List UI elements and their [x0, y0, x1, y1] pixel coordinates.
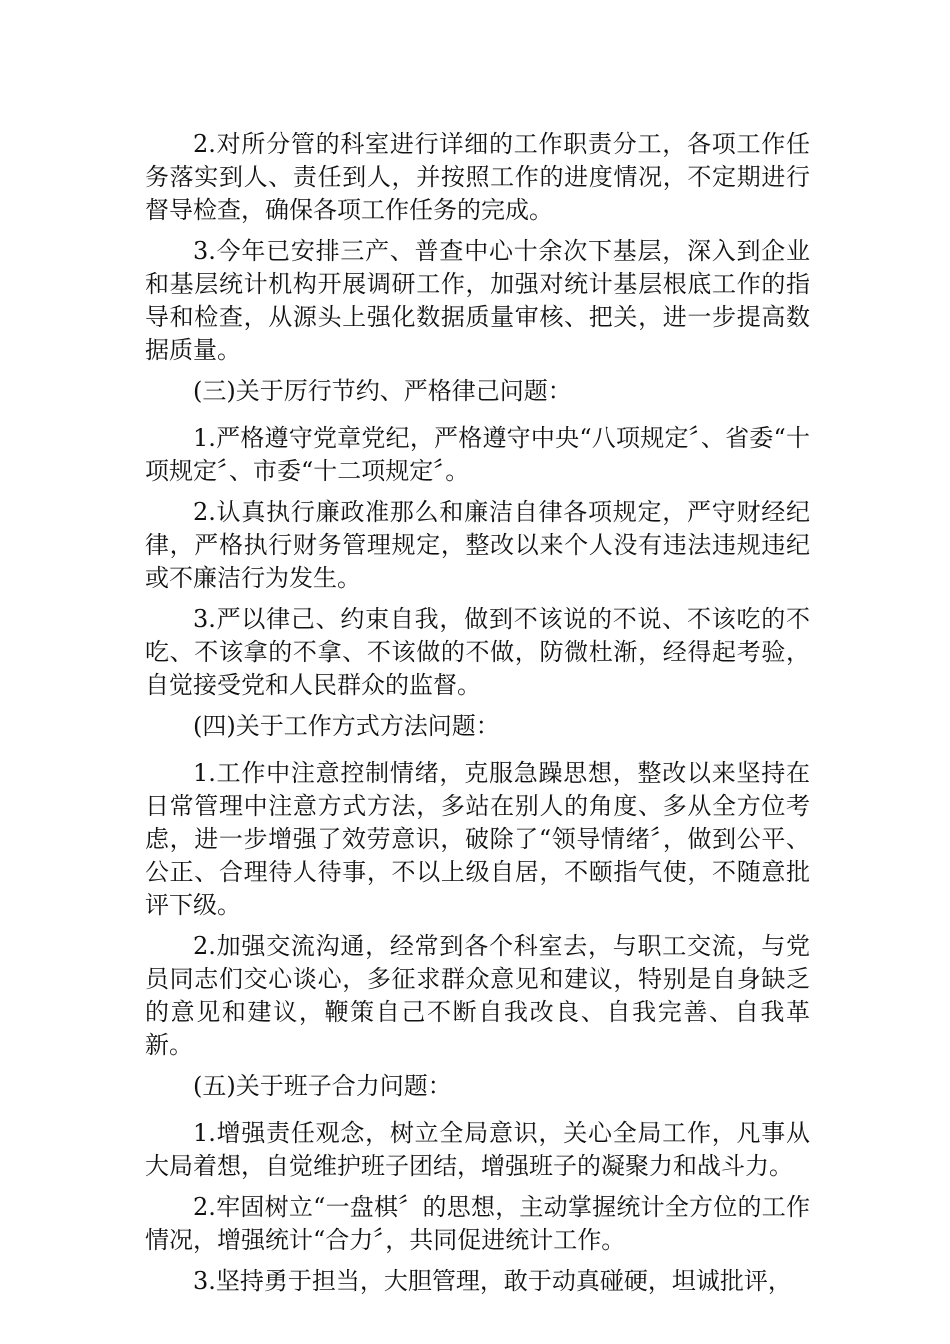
paragraph-item: 2.牢固树立“一盘棋〞的思想，主动掌握统计全方位的工作情况，增强统计“合力〞，共同促进统计工作。 — [145, 1193, 810, 1254]
paragraph-item: 2.认真执行廉政准那么和廉洁自律各项规定，严守财经纪律，严格执行财务管理规定，整改以来个人没有违法违规违纪或不廉洁行为发生。 — [145, 498, 810, 592]
paragraph-item: 1.工作中注意控制情绪，克服急躁思想，整改以来坚持在日常管理中注意方式方法，多站在别人的角度、多从全方位考虑，进一步增强了效劳意识，破除了“领导情绪〞，做到公平、公正、合理待人待事，不以上级自居，不颐指气使，不随意批评下级。 — [145, 759, 810, 919]
section-heading: (三)关于厉行节约、严格律己问题： — [193, 377, 572, 405]
paragraph-item: 1.严格遵守党章党纪，严格遵守中央“八项规定〞、省委“十项规定〞、市委“十二项规定〞。 — [145, 424, 810, 485]
section-heading: (四)关于工作方式方法问题： — [193, 712, 500, 740]
paragraph-item: 1.增强责任观念，树立全局意识，关心全局工作，凡事从大局着想，自觉维护班子团结，增强班子的凝聚力和战斗力。 — [145, 1119, 810, 1180]
document-body — [145, 128, 810, 1298]
paragraph-item: 2.对所分管的科室进行详细的工作职责分工，各项工作任务落实到人、责任到人，并按照工作的进度情况，不定期进行督导检查，确保各项工作任务的完成。 — [145, 130, 810, 224]
section-heading: (五)关于班子合力问题： — [193, 1072, 452, 1100]
paragraph-item: 3.严以律己、约束自我，做到不该说的不说、不该吃的不吃、不该拿的不拿、不该做的不做，防微杜渐，经得起考验，自觉接受党和人民群众的监督。 — [145, 605, 810, 699]
paragraph-item: 3.今年已安排三产、普查中心十余次下基层，深入到企业和基层统计机构开展调研工作，加强对统计基层根底工作的指导和检查，从源头上强化数据质量审核、把关，进一步提高数据质量。 — [145, 237, 810, 364]
paragraph-item: 3.坚持勇于担当，大胆管理，敢于动真碰硬，坦诚批评， — [193, 1267, 792, 1295]
paragraph-item: 2.加强交流沟通，经常到各个科室去，与职工交流，与党员同志们交心谈心，多征求群众意见和建议，特别是自身缺乏的意见和建议，鞭策自己不断自我改良、自我完善、自我革新。 — [145, 932, 810, 1059]
